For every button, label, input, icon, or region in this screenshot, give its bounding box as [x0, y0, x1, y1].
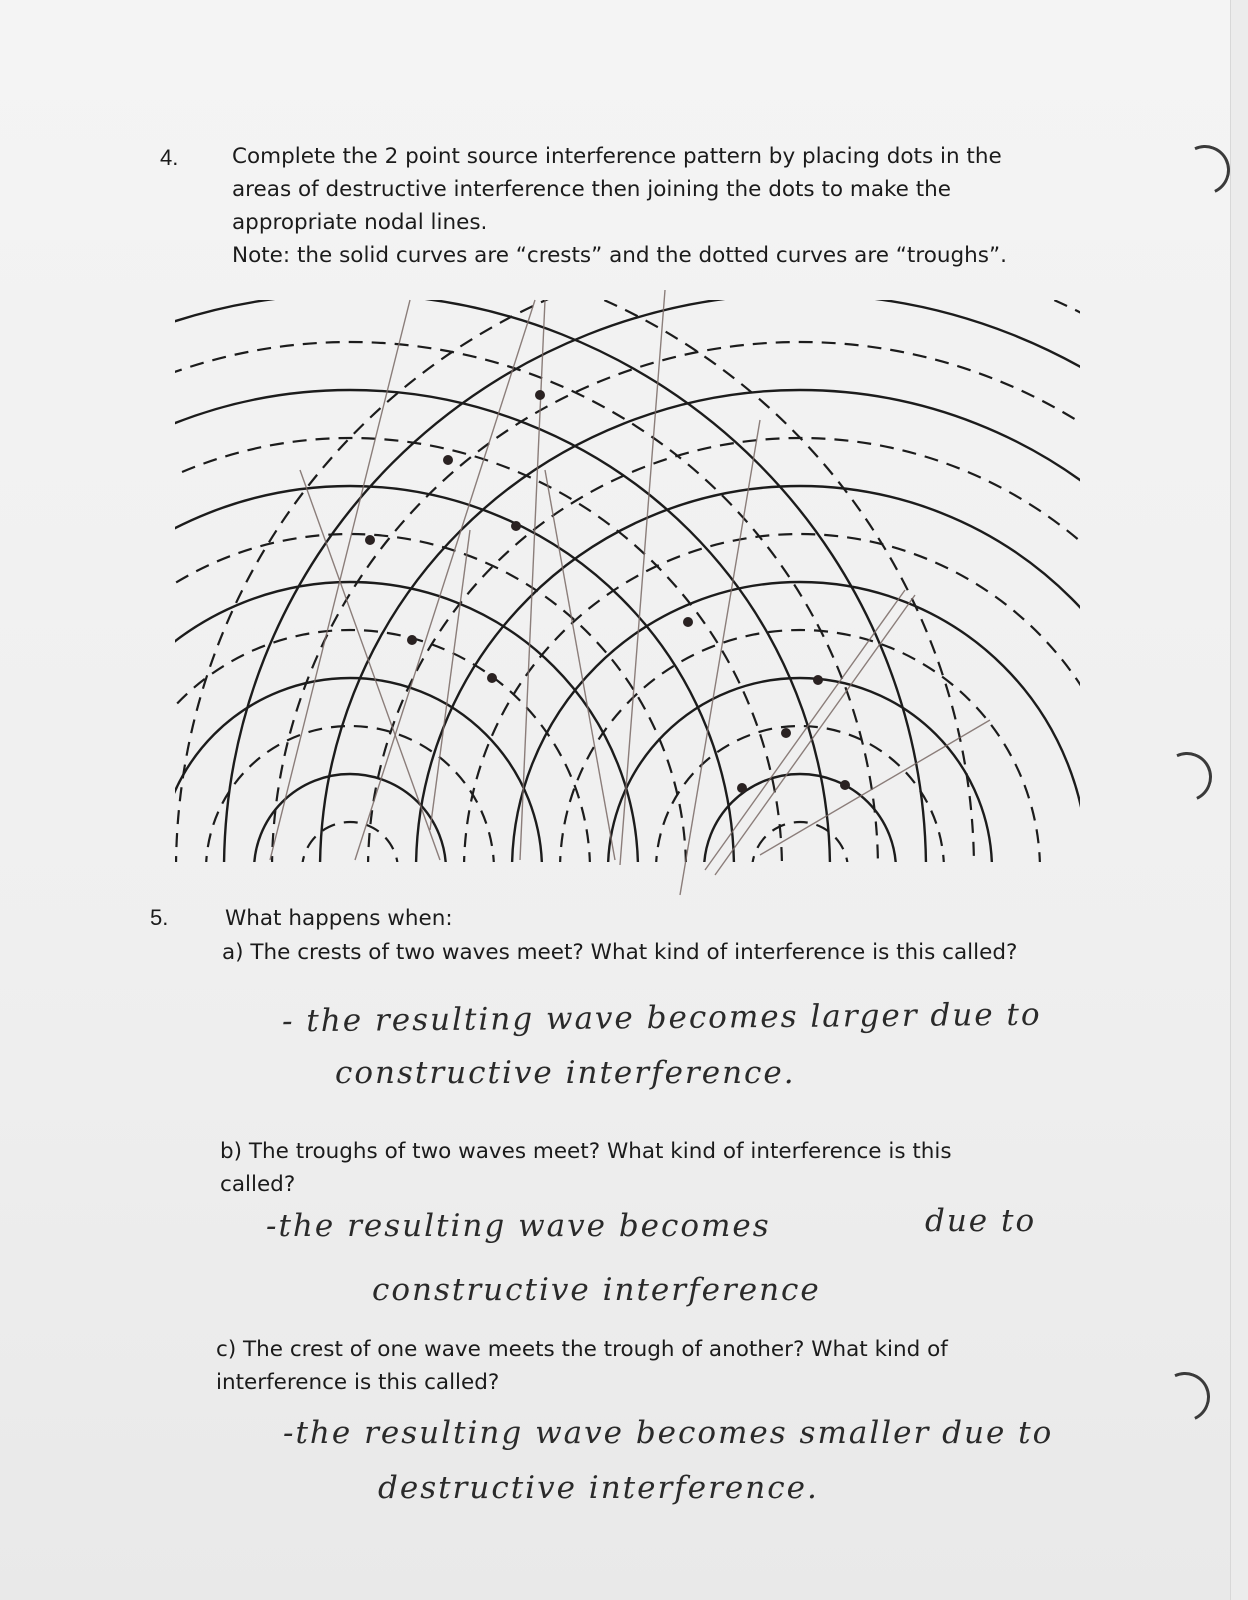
trough-arc-left-source: [302, 822, 398, 870]
question-5-prompt: What happens when:: [225, 906, 453, 931]
question-5b-line: called?: [220, 1172, 296, 1197]
nodal-dot: [813, 675, 823, 685]
pencil-nodal-line: [430, 530, 470, 830]
trough-arc-left-source: [0, 438, 782, 870]
nodal-dot: [781, 728, 791, 738]
answer-5c-line-1: -the resulting wave becomes smaller due to: [283, 1415, 1054, 1451]
nodal-dot: [737, 783, 747, 793]
trough-arc-left-source: [206, 726, 494, 870]
answer-5c-line-2: destructive interference.: [378, 1470, 819, 1506]
instruction-line: areas of destructive interference then joining the dots to make the: [232, 177, 952, 202]
question-5b-text: [220, 1135, 1100, 1201]
nodal-dot: [840, 780, 850, 790]
answer-5a-line-2: constructive interference.: [335, 1055, 796, 1091]
pencil-nodal-line: [760, 720, 990, 855]
question-5b-line: b) The troughs of two waves meet? What kind of interference is this: [220, 1139, 952, 1164]
trough-arc-right-source: [560, 630, 1040, 870]
question-5a-text: a) The crests of two waves meet? What kind of interference is this called?: [222, 940, 1018, 965]
pencil-nodal-line: [620, 290, 665, 865]
answer-5a-line-1: - the resulting wave becomes larger due to: [281, 996, 1042, 1040]
instruction-note: Note: the solid curves are “crests” and the dotted curves are “troughs”.: [232, 243, 1007, 268]
question-5-number: 5.: [150, 905, 169, 930]
trough-arc-right-source: [368, 438, 1230, 870]
trough-arc-right-source: [656, 726, 944, 870]
question-5c-line: interference is this called?: [216, 1370, 500, 1395]
wavefront-arcs: [0, 246, 1230, 870]
instruction-line: Complete the 2 point source interference pattern by placing dots in the: [232, 144, 1002, 169]
pencil-nodal-line: [355, 300, 535, 860]
pencil-nodal-line: [520, 300, 545, 860]
nodal-dot: [535, 390, 545, 400]
nodal-dot: [443, 455, 453, 465]
pencil-nodal-line: [680, 420, 760, 895]
answer-5b-due-to: due to: [925, 1203, 1037, 1239]
nodal-dot: [365, 535, 375, 545]
trough-arc-right-source: [752, 822, 848, 870]
answer-5b-line-1: -the resulting wave becomes: [266, 1208, 771, 1244]
instruction-line: appropriate nodal lines.: [232, 210, 488, 235]
trough-arc-left-source: [110, 630, 590, 870]
nodal-dot: [511, 521, 521, 531]
question-5c-text: [216, 1333, 1096, 1399]
binder-hole-bottom: [1153, 1365, 1217, 1429]
answer-5b-line-2: constructive interference: [372, 1272, 821, 1308]
question-4-number: 4.: [160, 145, 179, 170]
trough-arc-left-source: [0, 246, 974, 870]
nodal-dot: [487, 673, 497, 683]
question-5c-line: c) The crest of one wave meets the trough of another? What kind of: [216, 1337, 948, 1362]
nodal-dot: [407, 635, 417, 645]
nodal-dot: [683, 617, 693, 627]
pencil-nodal-line: [545, 470, 615, 860]
pencil-nodal-line: [715, 595, 915, 875]
pencil-nodal-line: [270, 300, 410, 860]
